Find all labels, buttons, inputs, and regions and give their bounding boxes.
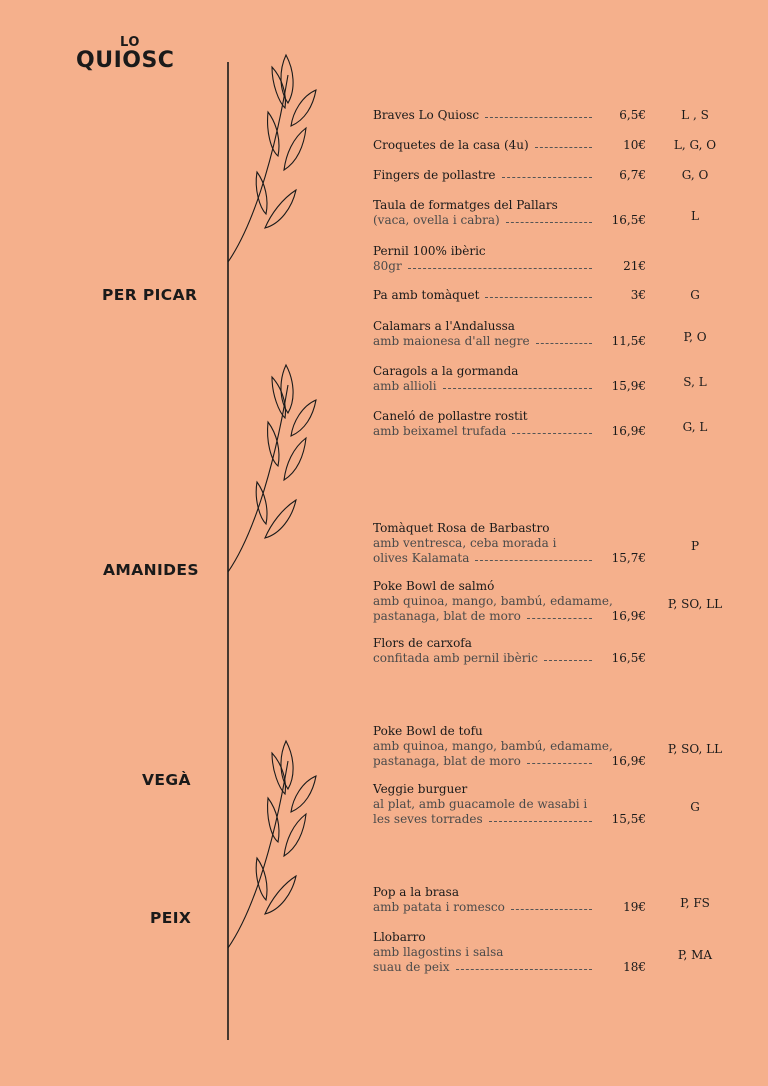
dish-description: amb beixamel trufada [373,424,507,438]
dish-name: Pa amb tomàquet [373,288,480,302]
dish-name: Pop a la brasa [373,885,459,899]
allergen-codes: G, L [682,419,708,434]
price: 15,5€ [611,812,646,826]
dish-description: amb ventresca, ceba morada i [373,536,557,550]
dish-description: olives Kalamata [373,551,470,565]
dotted-leader [489,821,592,822]
dish-description: pastanaga, blat de moro [373,609,521,623]
olive-branch-3 [228,741,316,948]
dish-name: Fingers de pollastre [373,168,496,182]
price: 19€ [623,900,646,914]
dish-name: Poke Bowl de salmó [373,579,495,593]
dotted-leader [475,560,592,561]
dish-name: Croquetes de la casa (4u) [373,138,529,152]
dish-description: suau de peix [373,960,450,974]
price: 18€ [623,960,646,974]
allergen-codes: G, O [681,168,709,182]
price: 21€ [623,259,646,273]
allergen-codes: P, FS [680,895,710,910]
price: 6,5€ [619,108,646,122]
dish-name: Llobarro [373,930,426,944]
dish-description: al plat, amb guacamole de wasabi i [373,797,588,811]
logo-top: LO [120,35,140,50]
allergen-codes: P, SO, LL [667,742,723,756]
dish-name: Caneló de pollastre rostit [373,409,528,423]
price: 3€ [630,288,646,302]
menu-item [373,636,723,666]
price: 16,9€ [611,754,646,768]
price: 10€ [623,138,646,152]
dotted-leader [502,177,592,178]
allergen-codes: P [690,539,700,553]
menu-item [373,168,723,183]
dotted-leader [511,909,592,910]
dish-name: Pernil 100% ibèric [373,244,486,258]
dish-name: Veggie burguer [373,782,468,796]
dish-description: 80gr [373,259,402,273]
menu-item [373,138,723,153]
allergen-codes: P, SO, LL [667,597,723,611]
dotted-leader [506,222,592,223]
menu-item [373,521,723,566]
allergen-codes: L, G, O [673,138,717,152]
menu-item [373,319,723,349]
dotted-leader [512,433,592,434]
allergen-codes: S, L [683,374,707,389]
price: 15,9€ [611,379,646,393]
logo-bottom: QUIOSC [76,48,175,73]
dotted-leader [456,969,592,970]
section-title-amanides: AMANIDES [103,561,199,579]
dotted-leader [485,117,592,118]
allergen-codes: L [691,208,699,223]
price: 16,5€ [611,213,646,227]
price: 16,9€ [611,424,646,438]
menu-item [373,782,723,827]
dotted-leader [536,343,592,344]
dish-description: pastanaga, blat de moro [373,754,521,768]
dotted-leader [527,763,592,764]
dish-description: (vaca, ovella i cabra) [373,213,500,227]
olive-branch-2 [228,365,316,572]
price: 15,7€ [611,551,646,565]
dish-description: amb llagostins i salsa [373,945,504,959]
allergen-codes: P, MA [677,948,713,962]
menu-item [373,244,723,274]
menu-item [373,724,723,769]
price: 11,5€ [611,334,646,348]
menu-item [373,930,723,975]
menu-item [373,409,723,439]
dish-description: amb patata i romesco [373,900,505,914]
section-title-vega: VEGÀ [142,771,191,789]
dish-description: confitada amb pernil ibèric [373,651,538,665]
dish-name: Tomàquet Rosa de Barbastro [373,521,550,535]
allergen-codes: L , S [681,108,709,122]
dish-description: amb allioli [373,379,437,393]
dish-description: amb quinoa, mango, bambú, edamame, [373,594,613,608]
menu-item [373,579,723,624]
dish-description: amb maionesa d'all negre [373,334,530,348]
dish-name: Taula de formatges del Pallars [373,198,558,212]
menu-item [373,885,723,915]
dotted-leader [485,297,592,298]
menu-item [373,198,723,228]
dotted-leader [408,268,592,269]
menu-item [373,108,723,123]
section-title-per-picar: PER PICAR [102,286,198,304]
section-title-peix: PEIX [150,909,192,927]
price: 16,9€ [611,609,646,623]
dish-name: Caragols a la gormanda [373,364,519,378]
dish-description: amb quinoa, mango, bambú, edamame, [373,739,613,753]
menu-item [373,364,723,394]
dish-name: Flors de carxofa [373,636,472,650]
dish-name: Poke Bowl de tofu [373,724,483,738]
dish-name: Braves Lo Quiosc [373,108,480,122]
olive-branch-1 [228,55,316,262]
menu-item [373,288,723,303]
allergen-codes: P, O [683,329,707,344]
dish-name: Calamars a l'Andalussa [373,319,515,333]
allergen-codes: G [690,800,700,814]
allergen-codes: G [690,288,700,302]
price: 6,7€ [619,168,646,182]
price: 16,5€ [611,651,646,665]
dotted-leader [535,147,592,148]
dish-description: les seves torrades [373,812,483,826]
dotted-leader [527,618,592,619]
dotted-leader [544,660,592,661]
dotted-leader [443,388,592,389]
